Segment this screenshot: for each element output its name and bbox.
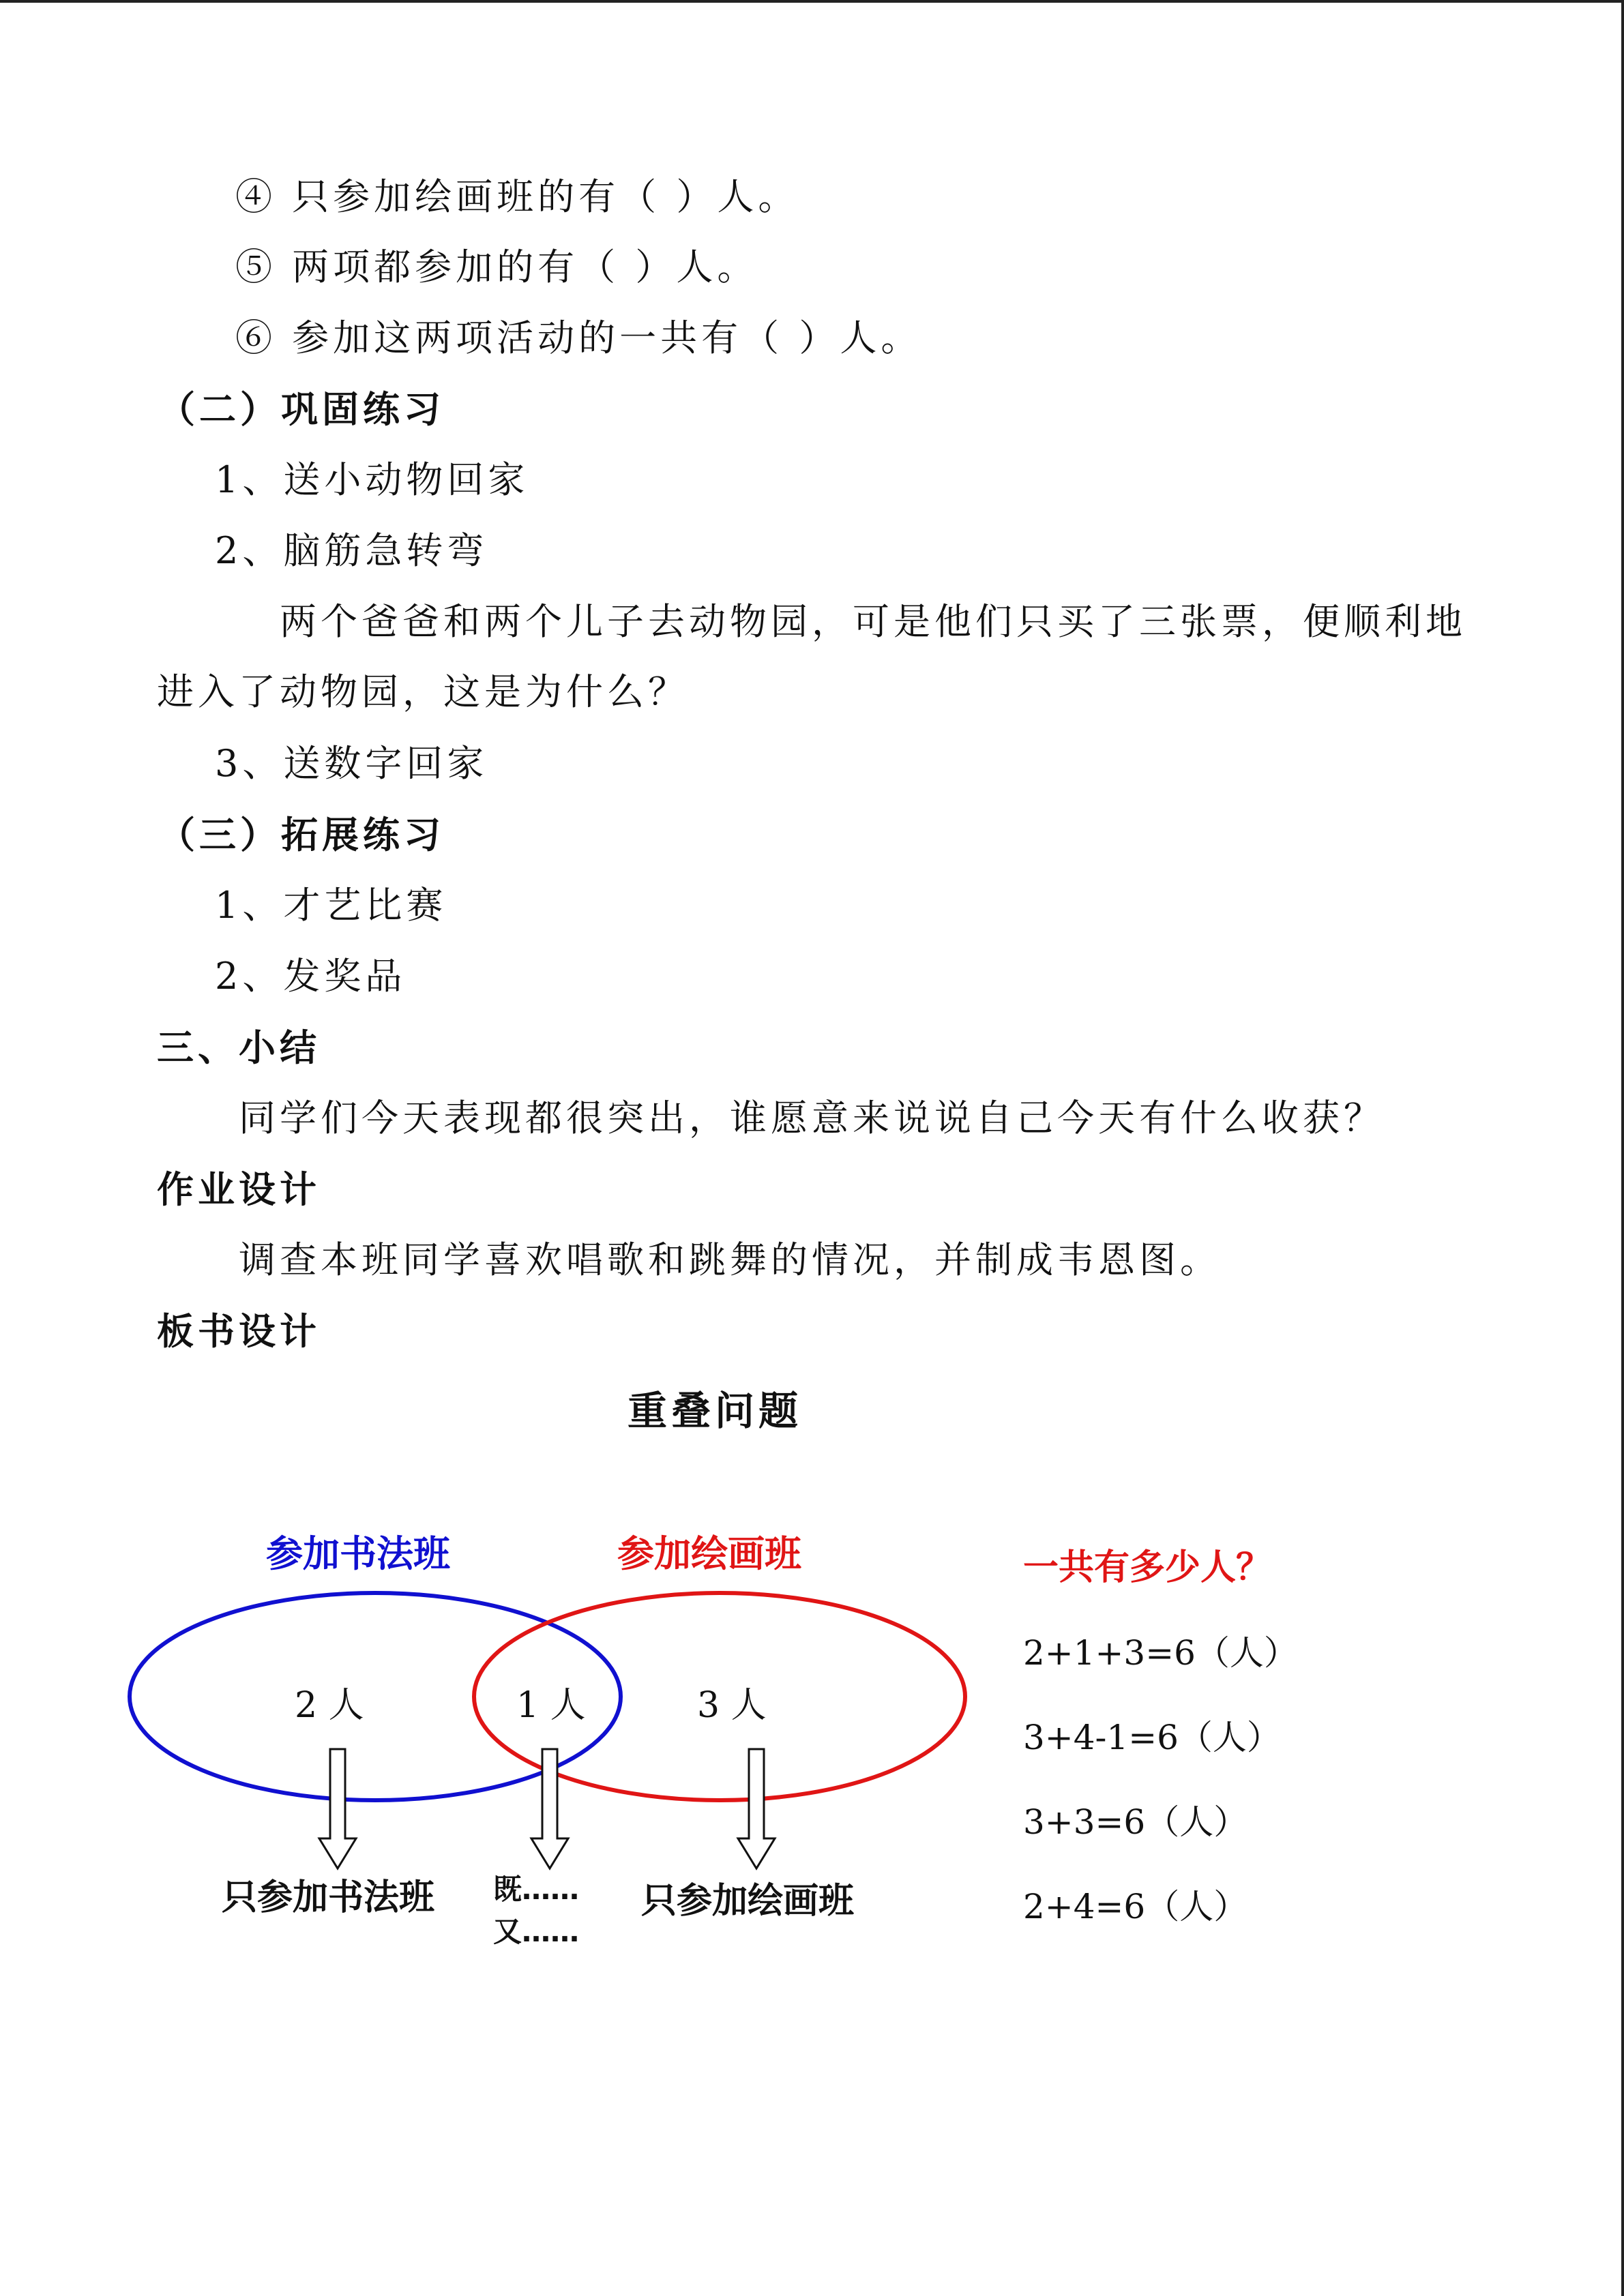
left-only-count: 2 人 (295, 1685, 364, 1726)
both-label-line-1: 既…… (493, 1873, 580, 1906)
only-calligraphy-label: 只参加书法班 (222, 1877, 435, 1918)
left-down-arrow (319, 1749, 356, 1868)
item-6: ⑥ 参加这两项活动的一共有（ ）人。 (235, 316, 922, 359)
equation-1: 2+1+3=6（人） (1023, 1633, 1298, 1673)
riddle-line-2: 进入了动物园，这是为什么？ (157, 670, 689, 713)
section3-item-1: 1、才艺比赛 (215, 884, 447, 927)
section2-item-3: 3、送数字回家 (215, 742, 488, 785)
section2-item-1: 1、送小动物回家 (215, 458, 529, 501)
only-painting-label: 只参加绘画班 (641, 1881, 855, 1922)
board-title: 重叠问题 (628, 1388, 803, 1434)
item-4: ④ 只参加绘画班的有（ ）人。 (235, 175, 799, 218)
both-label-line-2: 又…… (493, 1915, 580, 1948)
total-question: 一共有多少人？ (1023, 1547, 1272, 1588)
section2-heading: （二）巩固练习 (158, 387, 445, 431)
homework-heading: 作业设计 (157, 1167, 321, 1211)
right-down-arrow (738, 1749, 775, 1868)
section3-heading: （三）拓展练习 (158, 813, 445, 856)
item-5: ⑤ 两项都参加的有（ ）人。 (235, 245, 758, 288)
riddle-line-1: 两个爸爸和两个儿子去动物园，可是他们只买了三张票，便顺利地 (280, 600, 1466, 643)
right-only-count: 3 人 (697, 1685, 767, 1726)
equation-3: 3+3=6（人） (1023, 1802, 1248, 1842)
section2-item-2: 2、脑筋急转弯 (215, 529, 488, 572)
section3-item-2: 2、发奖品 (215, 955, 407, 998)
summary-text: 同学们今天表现都很突出，谁愿意来说说自己今天有什么收获？ (239, 1097, 1385, 1139)
calligraphy-class-label: 参加书法班 (266, 1532, 450, 1575)
board-heading: 板书设计 (157, 1309, 321, 1353)
summary-heading: 三、小结 (157, 1026, 321, 1069)
overlap-count: 1 人 (516, 1685, 586, 1726)
painting-class-label: 参加绘画班 (617, 1532, 801, 1575)
equation-2: 3+4-1=6（人） (1023, 1718, 1281, 1757)
homework-text: 调查本班同学喜欢唱歌和跳舞的情况，并制成韦恩图。 (239, 1238, 1221, 1281)
equation-4: 2+4=6（人） (1023, 1887, 1248, 1926)
